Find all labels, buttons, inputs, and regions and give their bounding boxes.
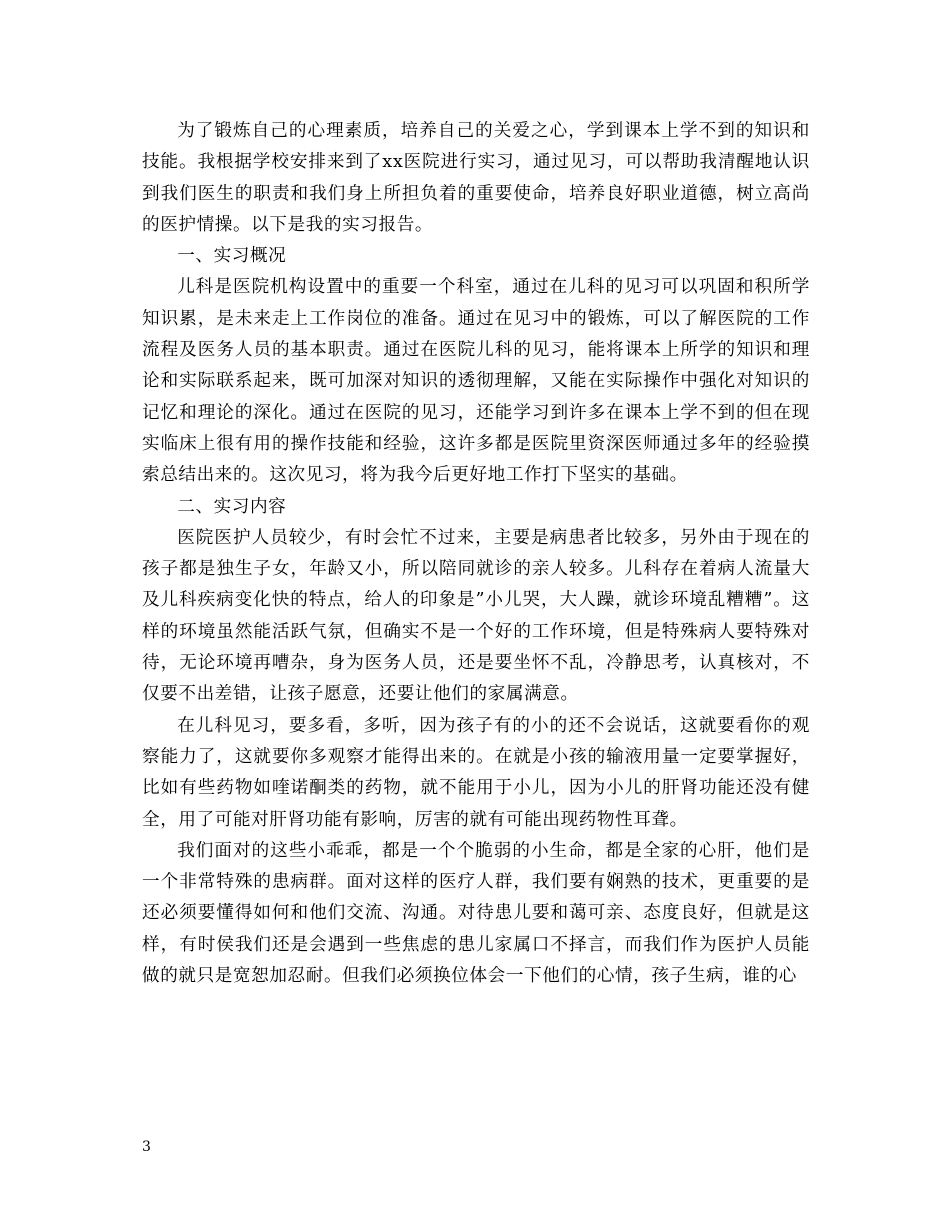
paragraph-overview: 儿科是医院机构设置中的重要一个科室，通过在儿科的见习可以巩固和积所学知识累，是未来走上工作岗位的准备。通过在见习中的锻炼，可以了解医院的工作流程及医务人员的基本职责。通过在医院儿科的见习，能将课本上所学的知识和理论和实际联系起来，既可加深对知识的透彻理解，又能在实际操作中强化对知识的记忆和理论的深化。通过在医院的见习，还能学习到许多在课本上学不到的但在现实临床上很有用的操作技能和经验，这许多都是医院里资深医师通过多年的经验摸索总结出来的。这次见习，将为我今后更好地工作打下坚实的基础。: [142, 277, 810, 486]
paragraph-content-3: 我们面对的这些小乖乖，都是一个个脆弱的小生命，都是全家的心肝，他们是一个非常特殊的患病群。面对这样的医疗人群，我们要有娴熟的技术，更重要的是还必须要懂得如何和他们交流、沟通。对待患儿要和蔼可亲、态度良好，但就是这样，有时侯我们还是会遇到一些焦虑的患儿家属口不择言，而我们作为医护人员能做的就只是宽恕加忍耐。但我们必须换位体会一下他们的心情，孩子生病，谁的心: [142, 840, 810, 987]
paragraph-intro: 为了锻炼自己的心理素质，培养自己的关爱之心，学到课本上学不到的知识和技能。我根据学校安排来到了xx医院进行实习，通过见习，可以帮助我清醒地认识到我们医生的职责和我们身上所担负着的重要使命，培养良好职业道德，树立高尚的医护情操。以下是我的实习报告。: [142, 121, 810, 235]
section-heading-content: 二、实习内容: [177, 496, 287, 517]
section-heading-overview: 一、实习概况: [177, 246, 287, 267]
document-body: [142, 116, 810, 992]
paragraph-content-1: 医院医护人员较少，有时会忙不过来，主要是病患者比较多，另外由于现在的孩子都是独生子女，年龄又小，所以陪同就诊的亲人较多。儿科存在着病人流量大及儿科疾病变化快的特点，给人的印象是”小儿哭，大人躁，就诊环境乱糟糟”。这样的环境虽然能活跃气氛，但确实不是一个好的工作环境，但是特殊病人要特殊对待，无论环境再嘈杂，身为医务人员，还是要坐怀不乱，冷静思考，认真核对，不仅要不出差错，让孩子愿意，还要让他们的家属满意。: [142, 527, 810, 705]
page-number: 3: [142, 1139, 151, 1155]
paragraph-content-2: 在儿科见习，要多看，多听，因为孩子有的小的还不会说话，这就要看你的观察能力了，这就要你多观察才能得出来的。在就是小孩的输液用量一定要掌握好，比如有些药物如喹诺酮类的药物，就不能用于小儿，因为小儿的肝肾功能还没有健全，用了可能对肝肾功能有影响，厉害的就有可能出现药物性耳聋。: [142, 715, 810, 830]
